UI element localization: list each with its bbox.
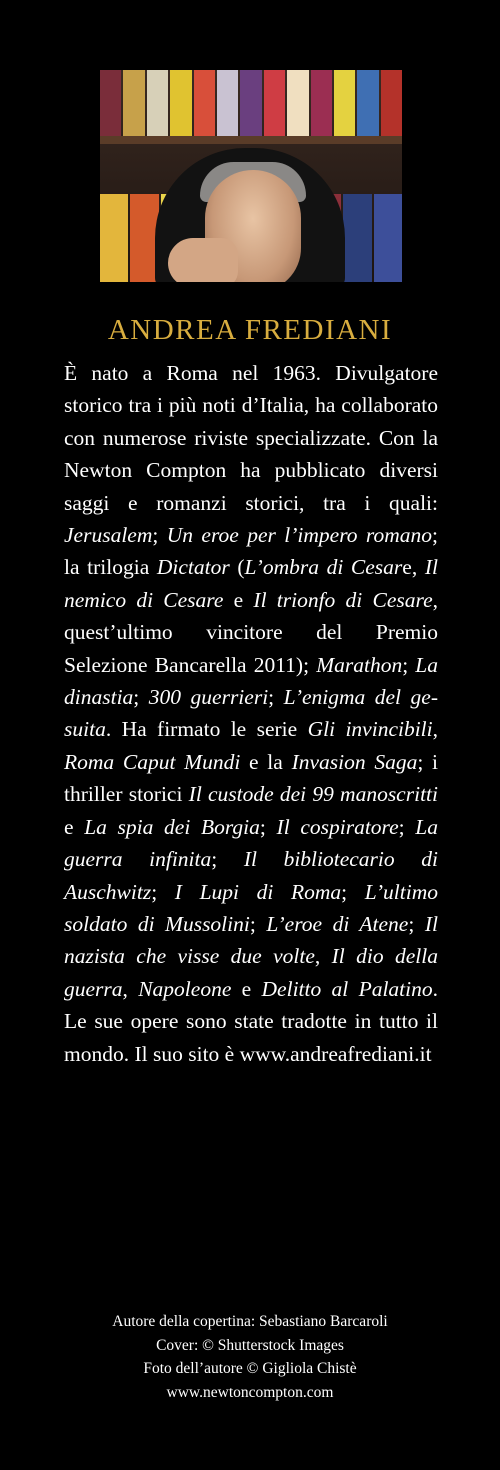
book-title: Il cospiratore [276,814,399,839]
book-spine [357,70,378,136]
bio-text: ; [249,911,267,936]
book-spine [334,70,355,136]
book-title: I Lupi di Roma [174,879,342,904]
book-title: 300 guerrieri [148,685,269,710]
book-spine [170,70,191,136]
book-title: Il custode dei 99 manoscritti [188,782,438,807]
bio-text: ; [341,879,365,904]
bio-text: ; [268,685,284,710]
bio-text: ; la trilogia [64,523,438,580]
book-title: La guerra infinita [64,814,438,872]
bio-text: e [64,814,85,839]
bio-text: e la [240,749,292,774]
credits-block [0,1310,500,1404]
book-title: La dinastia [64,652,438,710]
book-spine [147,70,168,136]
bio-text: . Le sue opere sono state tradotte in tutto il mondo. Il suo sito è www.andreafrediani.it [64,976,439,1066]
bio-text: ; [408,911,425,936]
book-title: Dictator [156,555,230,580]
credit-author-photo: Foto dell’autore © Gigliola Chistè [143,1360,357,1377]
bio-text: e [223,587,254,612]
book-spine [287,70,308,136]
book-spine [194,70,215,136]
book-title: Il trionfo di Cesare [253,587,433,612]
credit-cover-author: Autore della copertina: Sebastiano Barcaroli [112,1313,388,1330]
series-title: Invasion Saga [291,749,418,774]
bio-text: ; [211,847,244,872]
author-photo [100,70,402,282]
book-spine [311,70,332,136]
book-spine [100,70,121,136]
shelf-plank [100,136,402,144]
book-title: Il dio della guerra [64,944,438,1001]
bio-text: , [432,717,439,742]
bio-text: È nato a Roma nel 1963. Divulgatore storico tra i più noti d’Italia, ha collaborato con numerose riviste specializzate. Con la Newton Compton ha pubblicato diversi saggi e romanzi storici, tra i quali: [64,361,438,515]
book-title: La spia dei Borgia [84,814,260,839]
series-title: Gli invincibili [307,717,433,742]
book-title: L’eroe di Atene [266,911,409,936]
bio-text: e [231,976,262,1001]
bio-text: ; i thriller storici [64,749,439,807]
book-spine [123,70,144,136]
bio-text: ; [133,685,149,710]
credit-cover-image: Cover: © Shutterstock Images [156,1336,344,1354]
bio-text: ; [151,879,175,904]
book-title: L’ombra di Cesar [244,555,403,580]
book-title: L’enigma del gesuita [64,685,438,742]
bio-text: , [122,976,139,1001]
author-biography [64,357,438,1070]
book-title: Marathon [316,652,403,677]
book-spine [374,194,402,282]
book-spine [217,70,238,136]
book-title: Delitto al Palatino [261,976,433,1001]
book-spine [264,70,285,136]
book-title: Un eroe per l’impero romano [166,523,433,548]
book-spine [100,194,128,282]
book-spine [240,70,261,136]
book-title: Napoleone [138,976,232,1001]
series-title: Roma Caput Mundi [64,749,241,774]
bio-text: ; [402,652,416,677]
bookshelf-top [100,70,402,136]
bio-text: e, [402,555,425,580]
bio-text: ( [229,555,245,580]
publisher-website: www.newtoncompton.com [166,1383,334,1401]
bio-text: , [314,944,332,969]
book-title: Il nazista che visse due volte [64,911,438,969]
book-title: L’ultimo soldato di Mussolini [64,879,438,936]
bio-text: ; [152,523,167,548]
bio-text: ; [398,814,416,839]
book-title: Il bibliotecario di Auschwitz [64,847,438,904]
book-title: Il nemico di Cesare [64,555,438,612]
book-spine [381,70,402,136]
bio-text: , quest’ultimo vincitore del Premio Selezione Bancarella 2011); [64,587,438,677]
author-name: ANDREA FREDIANI [107,314,393,346]
bio-text: . Ha firmato le serie [105,717,308,742]
book-title: Jerusalem [64,523,153,548]
bio-text: ; [259,814,277,839]
author-hand [168,238,238,282]
book-spine [343,194,371,282]
